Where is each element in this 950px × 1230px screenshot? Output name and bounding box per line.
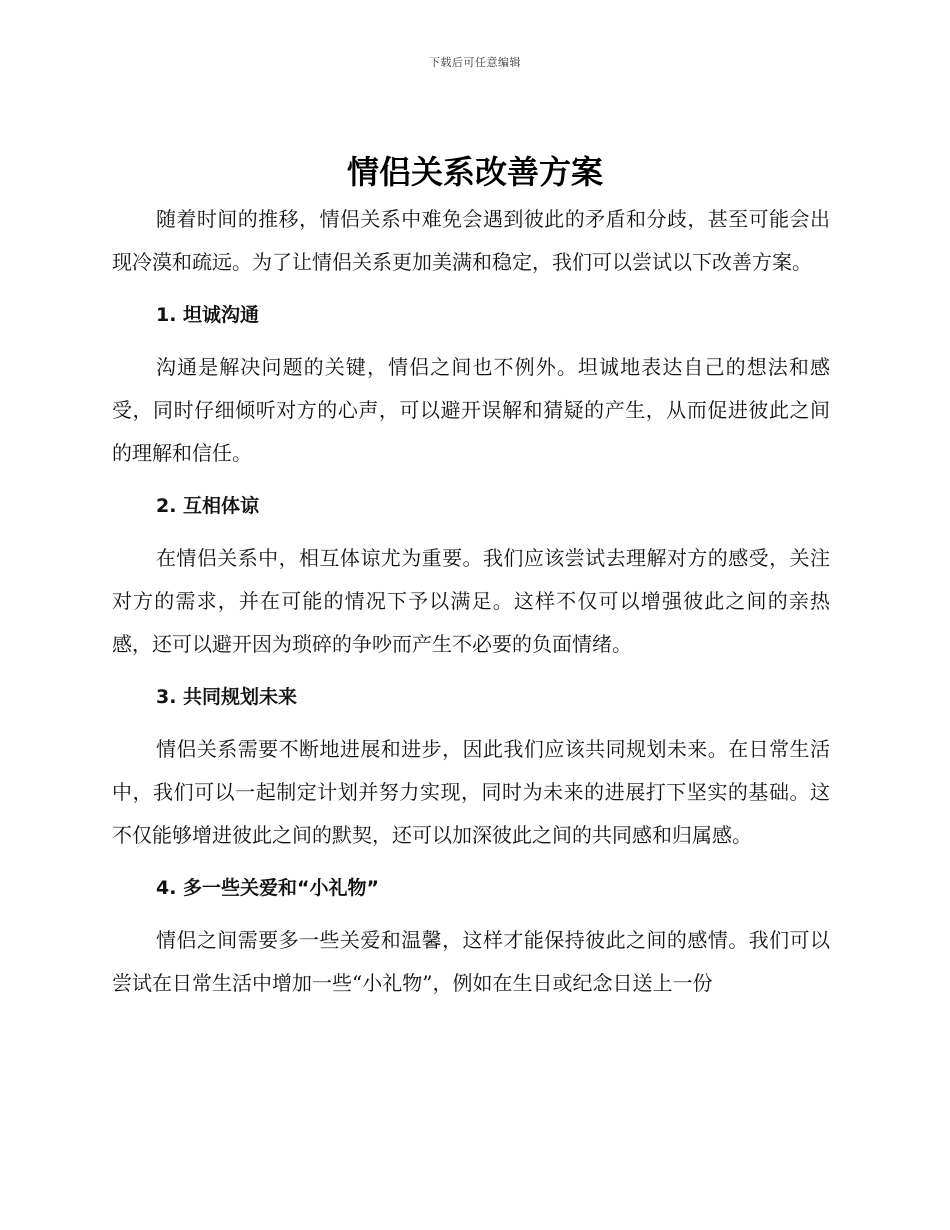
section-paragraph-4: 情侣之间需要多一些关爱和温馨，这样才能保持彼此之间的感情。我们可以尝试在日常生活中增加一些“小礼物”，例如在生日或纪念日送上一份 bbox=[112, 928, 830, 995]
document-title: 情侣关系改善方案 bbox=[346, 153, 603, 191]
section-heading-2: 2. 互相体谅 bbox=[156, 495, 260, 517]
section-heading-3: 3. 共同规划未来 bbox=[156, 686, 298, 708]
document-body bbox=[112, 198, 830, 1005]
section-paragraph-3: 情侣关系需要不断地进展和进步，因此我们应该共同规划未来。在日常生活中，我们可以一起制定计划并努力实现，同时为未来的进展打下坚实的基础。这不仅能够增进彼此之间的默契，还可以加深彼此之间的共同感和归属感。 bbox=[112, 737, 830, 847]
section-paragraph-2: 在情侣关系中，相互体谅尤为重要。我们应该尝试去理解对方的感受，关注对方的需求，并在可能的情况下予以满足。这样不仅可以增强彼此之间的亲热感，还可以避开因为琐碎的争吵而产生不必要的负面情绪。 bbox=[112, 546, 830, 656]
intro-paragraph: 随着时间的推移，情侣关系中难免会遇到彼此的矛盾和分歧，甚至可能会出现冷漠和疏远。为了让情侣关系更加美满和稳定，我们可以尝试以下改善方案。 bbox=[112, 207, 830, 274]
section-paragraph-1: 沟通是解决问题的关键，情侣之间也不例外。坦诚地表达自己的想法和感受，同时仔细倾听对方的心声，可以避开误解和猜疑的产生，从而促进彼此之间的理解和信任。 bbox=[112, 355, 830, 465]
header-note: 下载后可任意编辑 bbox=[429, 56, 521, 69]
section-heading-1: 1. 坦诚沟通 bbox=[156, 304, 260, 326]
section-heading-4: 4. 多一些关爱和“小礼物” bbox=[156, 877, 380, 899]
